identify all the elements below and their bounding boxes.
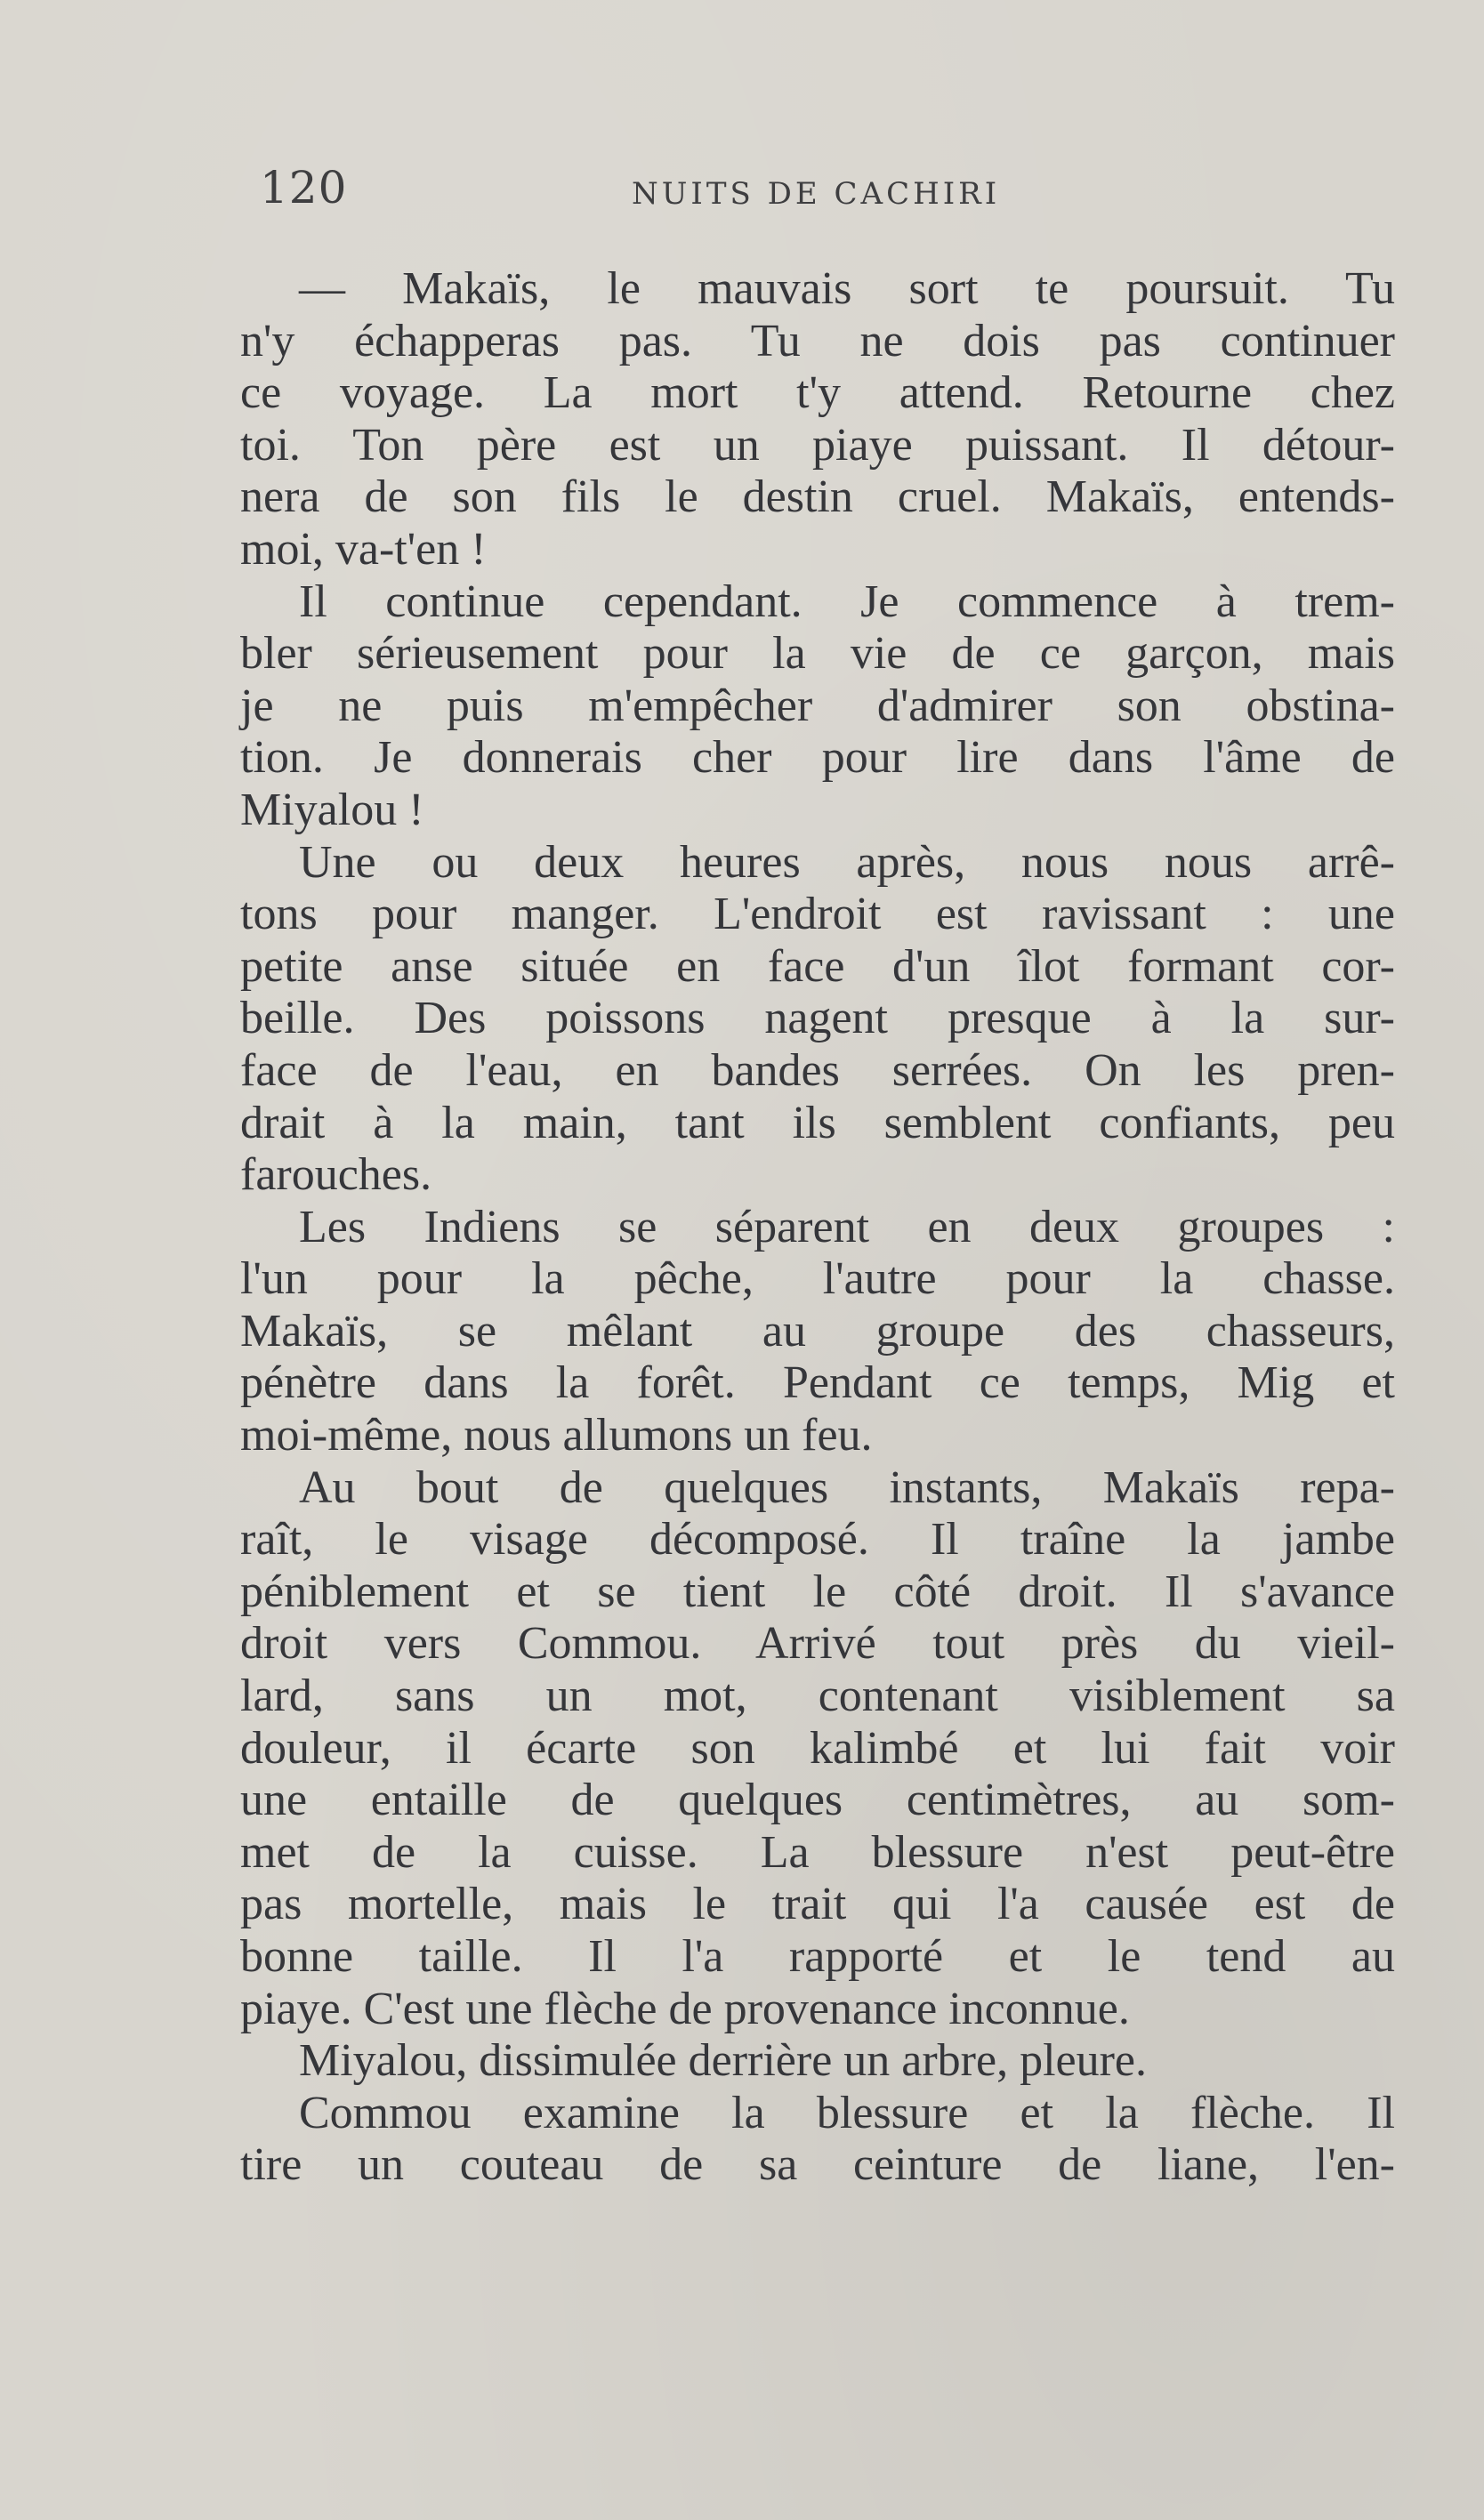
body-text	[240, 263, 1395, 2192]
text-line: Au bout de quelques instants, Makaïs repa-	[299, 1461, 1395, 1513]
text-line: Makaïs, se mêlant au groupe des chasseurs,	[240, 1305, 1395, 1357]
text-line: droit vers Commou. Arrivé tout près du vieil-	[240, 1618, 1395, 1670]
text-line: lard, sans un mot, contenant visiblement sa	[240, 1671, 1395, 1722]
text-line: bonne taille. Il l'a rapporté et le tend au	[240, 1931, 1395, 1982]
text-line: nera de son fils le destin cruel. Makaïs, entends-	[240, 471, 1395, 523]
text-line: péniblement et se tient le côté droit. Il s'avance	[240, 1566, 1395, 1617]
text-line: tons pour manger. L'endroit est ravissant : une	[240, 889, 1395, 940]
text-line: Commou examine la blessure et la flèche. Il	[299, 2087, 1395, 2138]
text-line: une entaille de quelques centimètres, au som-	[240, 1775, 1395, 1826]
text-line: drait à la main, tant ils semblent confiants, peu	[240, 1097, 1395, 1148]
text-line: Il continue cependant. Je commence à trem-	[299, 576, 1395, 627]
text-line: Les Indiens se séparent en deux groupes :	[299, 1201, 1395, 1252]
text-line: met de la cuisse. La blessure n'est peut-être	[240, 1826, 1395, 1878]
text-line: raît, le visage décomposé. Il traîne la jambe	[240, 1514, 1395, 1566]
text-line: beille. Des poissons nagent presque à la sur-	[240, 993, 1395, 1044]
text-line: n'y échapperas pas. Tu ne dois pas continuer	[240, 315, 1395, 366]
text-line: Miyalou !	[240, 784, 424, 835]
page-header	[260, 162, 1416, 224]
text-line: piaye. C'est une flèche de provenance inconnue.	[240, 1983, 1130, 2034]
text-line: l'un pour la pêche, l'autre pour la chasse.	[240, 1253, 1395, 1305]
text-line: douleur, il écarte son kalimbé et lui fait voir	[240, 1722, 1395, 1774]
text-line: moi-même, nous allumons un feu.	[240, 1410, 873, 1461]
text-line: bler sérieusement pour la vie de ce garçon, mais	[240, 628, 1395, 680]
text-line: face de l'eau, en bandes serrées. On les pren-	[240, 1044, 1395, 1096]
text-line: pénètre dans la forêt. Pendant ce temps, Mig et	[240, 1357, 1395, 1409]
text-line: je ne puis m'empêcher d'admirer son obstina-	[240, 680, 1395, 731]
text-line: moi, va-t'en !	[240, 523, 487, 575]
text-line: pas mortelle, mais le trait qui l'a causée est de	[240, 1879, 1395, 1930]
text-line: ce voyage. La mort t'y attend. Retourne chez	[240, 367, 1395, 419]
text-line: tion. Je donnerais cher pour lire dans l'âme de	[240, 732, 1395, 784]
text-line: petite anse située en face d'un îlot formant cor-	[240, 940, 1395, 992]
text-line: farouches.	[240, 1149, 432, 1201]
text-line: tire un couteau de sa ceinture de liane, l'en-	[240, 2139, 1395, 2191]
running-title: NUITS DE CACHIRI	[632, 176, 1001, 212]
text-line: Une ou deux heures après, nous nous arrê-	[299, 836, 1395, 888]
text-line: — Makaïs, le mauvais sort te poursuit. Tu	[299, 263, 1395, 314]
text-line: Miyalou, dissimulée derrière un arbre, pleure.	[299, 2035, 1147, 2087]
text-line: toi. Ton père est un piaye puissant. Il détour-	[240, 419, 1395, 471]
page-number: 120	[260, 162, 348, 213]
